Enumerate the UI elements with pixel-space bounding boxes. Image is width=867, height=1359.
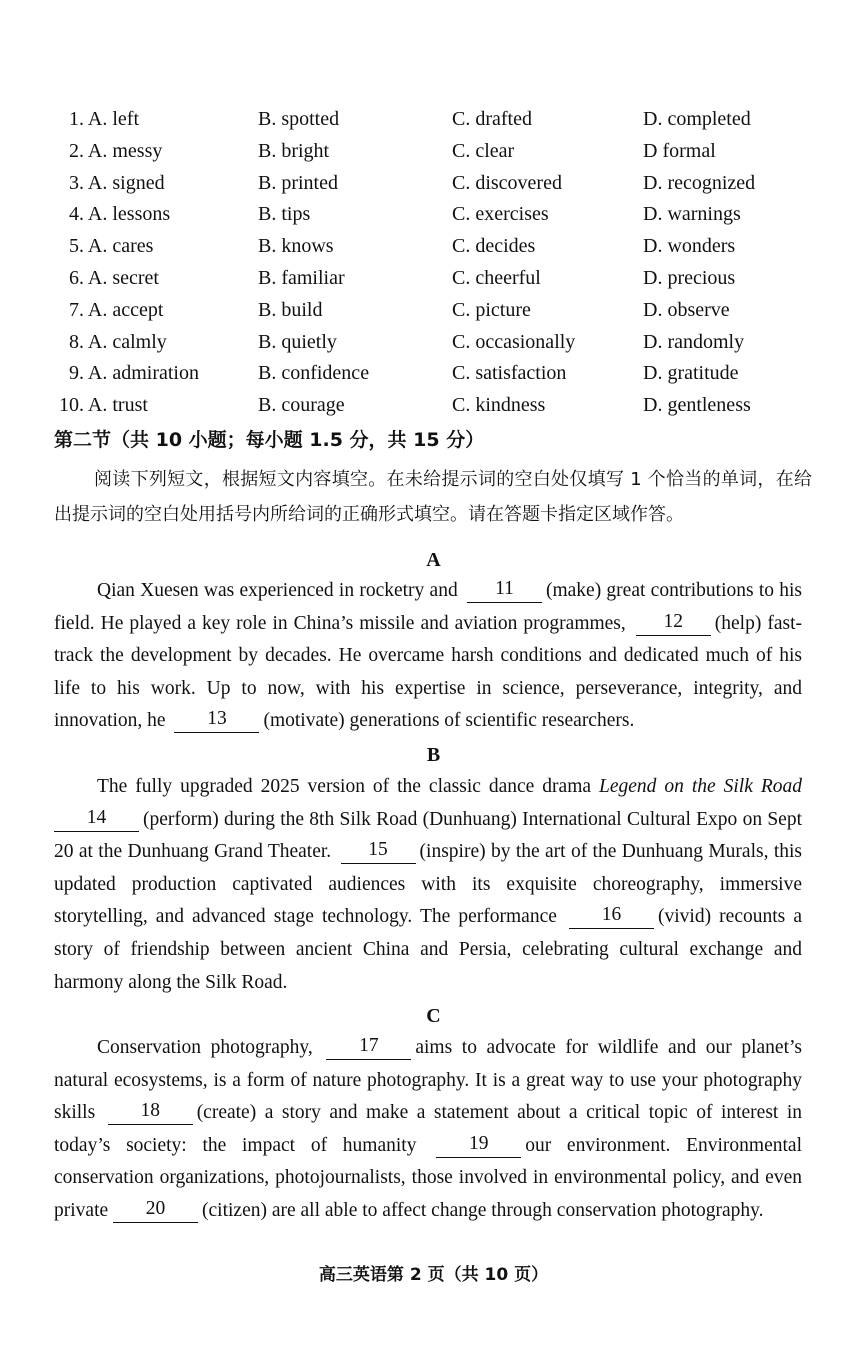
options-table [0,104,867,422]
passage-c-text: Conservation photography, [97,1037,323,1058]
option-text: A. calmly [87,330,167,353]
option-d[interactable] [643,136,843,166]
passage-a [54,575,802,738]
option-text: D formal [643,139,716,162]
question-number: 8. [69,330,84,353]
option-a[interactable] [64,104,244,134]
option-text: A. admiration [87,362,199,385]
option-row [0,104,867,136]
option-text: C. drafted [452,108,532,130]
option-a[interactable] [59,390,244,420]
question-number: 5. [69,235,84,258]
option-c[interactable] [452,199,632,229]
option-d[interactable] [643,231,843,261]
option-text: C. exercises [452,203,549,226]
question-number: 9. [69,362,84,385]
option-a[interactable] [64,199,244,229]
option-c[interactable] [452,136,632,166]
passage-c-text: (create) a story and make a statement about a critical topic of interest in today’s society: the impact of humanity [54,1102,802,1156]
option-text: B. knows [258,235,334,258]
blank-11[interactable]: 11 [467,580,542,603]
option-text: C. satisfaction [452,362,567,385]
option-c[interactable] [452,263,632,293]
blank-17[interactable]: 17 [326,1037,411,1060]
passage-b-text: The fully upgraded 2025 version of the classic dance drama [97,776,599,797]
option-b[interactable] [258,231,438,261]
question-number: 4. [69,203,84,226]
option-row [0,295,867,327]
blank-12[interactable]: 12 [636,613,711,636]
question-number: 1. [69,108,84,130]
option-text: A. cares [87,235,154,258]
option-text: C. picture [452,298,531,321]
option-b[interactable] [258,199,438,229]
option-b[interactable] [258,263,438,293]
option-text: A. messy [87,139,163,162]
passage-b [54,771,802,999]
passage-a-text: (help) fast-track the development by decades. He overcame harsh conditions and dedicated much of his life to his work. Up to now, with his expertise in science, perseverance, integrity, and innovation, he [54,612,802,732]
blank-16[interactable]: 16 [569,906,654,929]
option-a[interactable] [64,231,244,261]
section-title: 第二节（共 10 小题；每小题 1.5 分，共 15 分） [54,429,485,451]
question-number: 7. [69,298,84,321]
option-text: B. build [258,298,323,321]
blank-13[interactable]: 13 [174,710,259,733]
question-number: 10. [59,394,84,417]
option-c[interactable] [452,168,632,198]
option-text: B. printed [258,171,338,194]
option-b[interactable] [258,390,438,420]
option-row [0,199,867,231]
option-text: C. clear [452,139,515,162]
option-a[interactable] [64,136,244,166]
option-text: D. gentleness [643,394,751,417]
option-row [0,168,867,200]
passage-b-text: (vivid) recounts a story of friendship between ancient China and Persia, celebrating cultural exchange and harmony along the Silk Road. [54,906,802,993]
option-text: B. familiar [258,266,345,289]
blank-20[interactable]: 20 [113,1200,198,1223]
option-text: D. recognized [643,171,756,194]
option-row [0,136,867,168]
option-d[interactable] [643,390,843,420]
option-b[interactable] [258,358,438,388]
option-d[interactable] [643,199,843,229]
blank-15[interactable]: 15 [341,841,416,864]
question-number: 6. [69,266,84,289]
option-b[interactable] [258,136,438,166]
option-text: A. trust [87,394,148,417]
option-text: C. decides [452,235,536,258]
option-c[interactable] [452,104,632,134]
option-d[interactable] [643,263,843,293]
option-text: D. observe [643,298,730,321]
option-text: B. quietly [258,330,337,353]
question-number: 2. [69,139,84,162]
option-c[interactable] [452,231,632,261]
option-row [0,263,867,295]
passage-c-letter: C [426,1005,441,1027]
option-d[interactable] [643,104,843,134]
option-text: D. gratitude [643,362,739,385]
option-text: B. bright [258,139,330,162]
option-text: D. precious [643,266,736,289]
option-row [0,327,867,359]
passage-a-text: Qian Xuesen was experienced in rocketry and [97,580,463,601]
passage-c-text: aims to advocate for wildlife and our planet’s natural ecosystems, is a form of nature photography. It is a great way to use your photography skills [54,1037,802,1124]
passage-a-text: (motivate) generations of scientific researchers. [263,710,635,732]
option-a[interactable] [64,358,244,388]
option-row [0,358,867,390]
blank-18[interactable]: 18 [108,1102,193,1125]
option-text: C. occasionally [452,330,576,353]
option-text: A. signed [87,171,165,194]
option-text: C. kindness [452,394,546,417]
option-b[interactable] [258,168,438,198]
drama-title: Legend on the Silk Road [599,776,802,797]
passage-a-letter: A [426,549,441,571]
passage-a-text: (make) great contributions to his field. He played a key role in China’s missile and aviation programmes, [54,580,802,634]
section-instructions: 阅读下列短文，根据短文内容填空。在未给提示词的空白处仅填写 1 个恰当的单词，在给出提示词的空白处用括号内所给词的正确形式填空。请在答题卡指定区域作答。 [54,469,812,525]
question-number: 3. [69,171,84,194]
option-text: D. wonders [643,235,736,258]
blank-14[interactable]: 14 [54,809,139,832]
option-b[interactable] [258,327,438,357]
option-text: A. secret [87,266,159,289]
option-text: B. courage [258,394,345,417]
passage-b-text: (perform) during the 8th Silk Road (Dunhuang) International Cultural Expo on Sept 20 at the Dunhuang Grand Theater. [54,808,802,863]
option-c[interactable] [452,358,632,388]
option-text: B. tips [258,203,311,226]
option-row [0,390,867,422]
option-text: B. confidence [258,362,370,385]
option-b[interactable] [258,104,438,134]
page-footer: 高三英语第 2 页（共 10 页） [318,1265,549,1285]
option-a[interactable] [64,168,244,198]
passage-b-letter: B [426,744,441,766]
option-text: D. completed [643,108,751,130]
option-c[interactable] [452,390,632,420]
passage-c [54,1032,802,1228]
passage-c-text: our environment. Environmental conservation organizations, photojournalists, those involved in environmental policy, and even private [54,1134,802,1221]
option-text: D. randomly [643,330,745,353]
option-text: D. warnings [643,203,741,226]
option-c[interactable] [452,295,632,325]
option-d[interactable] [643,327,843,357]
option-d[interactable] [643,295,843,325]
blank-19[interactable]: 19 [436,1135,521,1158]
option-d[interactable] [643,168,843,198]
passage-b-text: (inspire) by the art of the Dunhuang Murals, this updated production captivated audiences with its exquisite choreography, immersive storytelling, and advanced stage technology. The performance [54,841,803,928]
passage-c-text: (citizen) are all able to affect change through conservation photography. [202,1199,764,1221]
option-a[interactable] [64,327,244,357]
option-text: A. lessons [87,203,171,226]
option-text: C. cheerful [452,266,541,289]
option-b[interactable] [258,295,438,325]
option-a[interactable] [64,295,244,325]
option-d[interactable] [643,358,843,388]
option-text: B. spotted [258,108,340,130]
option-a[interactable] [64,263,244,293]
option-row [0,231,867,263]
option-text: A. accept [87,298,164,321]
option-text: C. discovered [452,171,562,194]
option-c[interactable] [452,327,632,357]
option-text: A. left [87,108,139,130]
